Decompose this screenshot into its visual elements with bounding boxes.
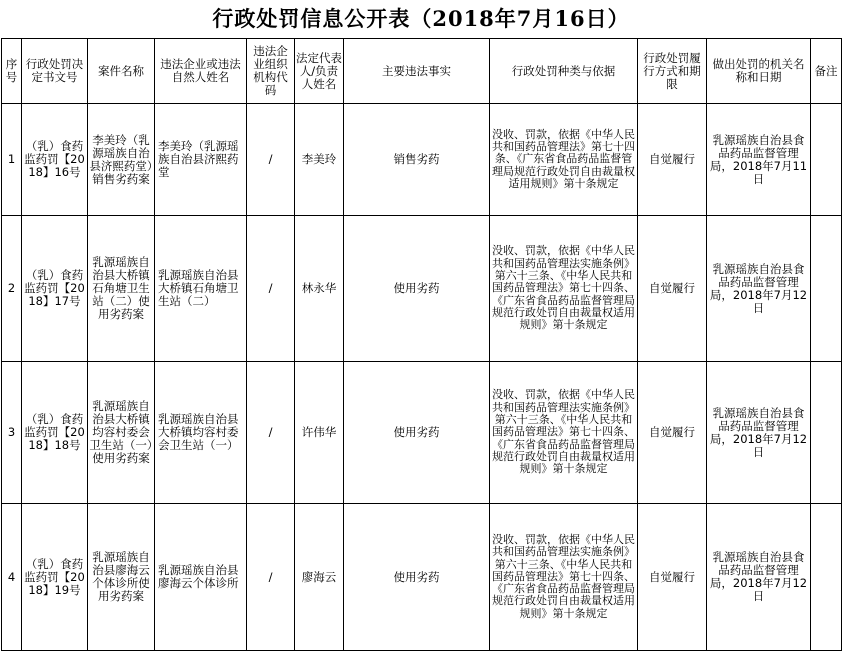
cell-doc-no: （乳）食药监药罚【2018】19号 [22,504,88,651]
cell-facts: 使用劣药 [344,216,490,362]
cell-org-code: / [247,216,295,362]
cell-facts: 销售劣药 [344,104,490,216]
header-seq: 序号 [2,39,22,104]
cell-execution: 自觉履行 [638,104,707,216]
header-legal-rep: 法定代表人/负责人姓名 [295,39,344,104]
cell-legal-rep: 许伟华 [295,362,344,504]
cell-penalty: 没收、罚款，依据《中华人民共和国药品管理法》第七十四条、《广东省食品药品监督管理局规范行政处罚自由裁量权适用规则》第十条规定 [490,104,638,216]
cell-execution: 自觉履行 [638,216,707,362]
cell-case-name: 李美玲（乳源瑶族自治县济熙药堂）销售劣药案 [88,104,155,216]
cell-org-code: / [247,104,295,216]
page-title: 行政处罚信息公开表（2018年7月16日） [212,6,630,31]
cell-doc-no: （乳）食药监药罚【2018】16号 [22,104,88,216]
table-row [2,504,842,651]
cell-violator: 乳源瑶族自治县大桥镇石角塘卫生站（二） [155,216,247,362]
cell-penalty: 没收、罚款，依据《中华人民共和国药品管理法实施条例》第六十三条、《中华人民共和国药品管理法》第七十四条、《广东省食品药品监督管理局规范行政处罚自由裁量权适用规则》第十条规定 [490,504,638,651]
penalty-table [1,38,842,651]
cell-remark [811,504,842,651]
header-doc-no: 行政处罚决定书文号 [22,39,88,104]
cell-violator: 李美玲（乳源瑶族自治县济熙药堂 [155,104,247,216]
cell-legal-rep: 廖海云 [295,504,344,651]
header-penalty: 行政处罚种类与依据 [490,39,638,104]
cell-execution: 自觉履行 [638,504,707,651]
cell-remark [811,104,842,216]
cell-remark [811,216,842,362]
cell-doc-no: （乳）食药监药罚【2018】17号 [22,216,88,362]
cell-seq: 2 [2,216,22,362]
table-row [2,216,842,362]
cell-penalty: 没收、罚款，依据《中华人民共和国药品管理法实施条例》第六十三条、《中华人民共和国药品管理法》第七十四条、《广东省食品药品监督管理局规范行政处罚自由裁量权适用规则》第十条规定 [490,216,638,362]
table-row [2,362,842,504]
cell-seq: 4 [2,504,22,651]
cell-facts: 使用劣药 [344,362,490,504]
cell-legal-rep: 林永华 [295,216,344,362]
header-remark: 备注 [811,39,842,104]
cell-execution: 自觉履行 [638,362,707,504]
cell-org-code: / [247,504,295,651]
cell-remark [811,362,842,504]
header-facts: 主要违法事实 [344,39,490,104]
header-org-code: 违法企业组织机构代码 [247,39,295,104]
cell-case-name: 乳源瑶族自治县廖海云个体诊所使用劣药案 [88,504,155,651]
table-row [2,104,842,216]
cell-seq: 3 [2,362,22,504]
cell-seq: 1 [2,104,22,216]
cell-legal-rep: 李美玲 [295,104,344,216]
header-violator: 违法企业或违法自然人姓名 [155,39,247,104]
cell-violator: 乳源瑶族自治县廖海云个体诊所 [155,504,247,651]
cell-facts: 使用劣药 [344,504,490,651]
cell-authority: 乳源瑶族自治县食品药品监督管理局，2018年7月12日 [707,362,811,504]
header-authority: 做出处罚的机关名称和日期 [707,39,811,104]
header-execution: 行政处罚履行方式和期限 [638,39,707,104]
cell-case-name: 乳源瑶族自治县大桥镇石角塘卫生站（二）使用劣药案 [88,216,155,362]
cell-penalty: 没收、罚款，依据《中华人民共和国药品管理法实施条例》第六十三条、《中华人民共和国药品管理法》第七十四条、《广东省食品药品监督管理局规范行政处罚自由裁量权适用规则》第十条规定 [490,362,638,504]
table-header-row [2,39,842,104]
cell-case-name: 乳源瑶族自治县大桥镇均容村委会卫生站（一）使用劣药案 [88,362,155,504]
cell-doc-no: （乳）食药监药罚【2018】18号 [22,362,88,504]
cell-org-code: / [247,362,295,504]
header-case-name: 案件名称 [88,39,155,104]
cell-authority: 乳源瑶族自治县食品药品监督管理局，2018年7月12日 [707,504,811,651]
cell-violator: 乳源瑶族自治县大桥镇均容村委会卫生站（一） [155,362,247,504]
cell-authority: 乳源瑶族自治县食品药品监督管理局，2018年7月11日 [707,104,811,216]
cell-authority: 乳源瑶族自治县食品药品监督管理局，2018年7月12日 [707,216,811,362]
